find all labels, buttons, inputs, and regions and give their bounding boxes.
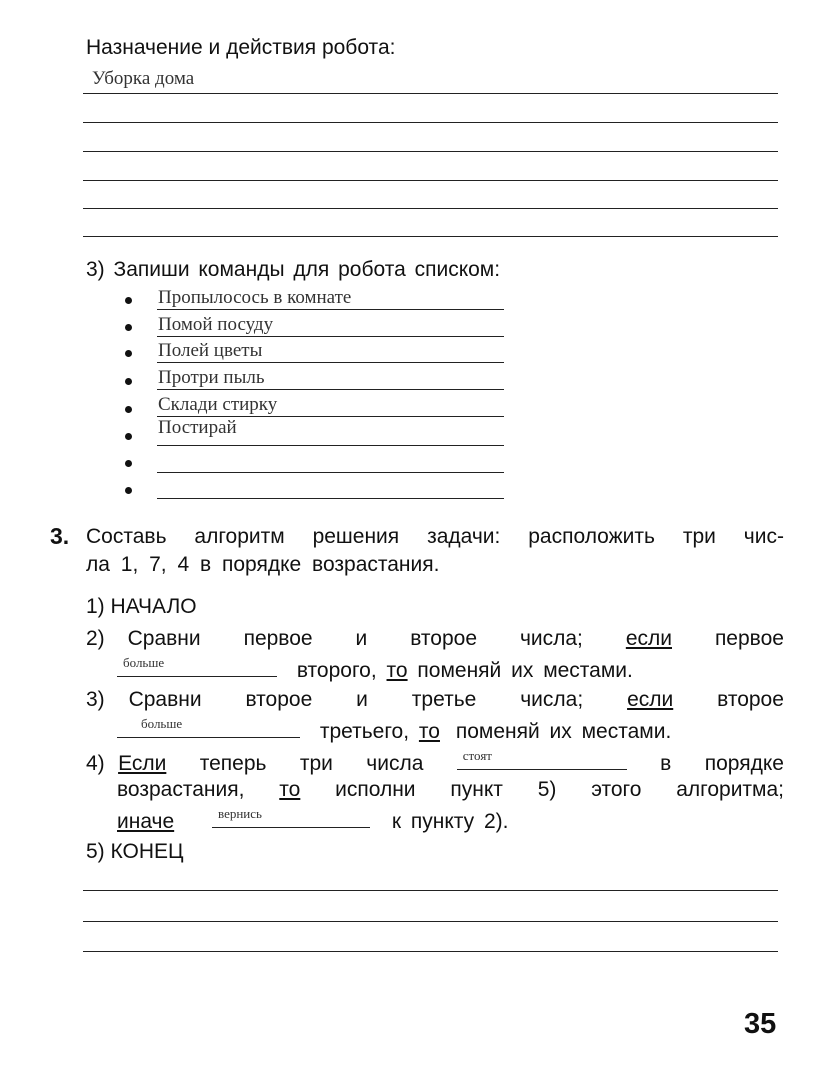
step-4-line1 xyxy=(86,749,784,776)
step-number: 4) xyxy=(86,752,105,775)
answer-blank xyxy=(117,717,300,738)
word: и xyxy=(355,627,368,650)
purpose-answer: Уборка дома xyxy=(92,68,195,89)
answer-blank xyxy=(212,807,370,828)
word: решения xyxy=(312,525,400,548)
word: три xyxy=(682,525,716,548)
word: возрастания, xyxy=(117,778,245,801)
keyword-then: то xyxy=(418,720,440,743)
list-item xyxy=(157,314,504,337)
word: второе xyxy=(717,688,784,711)
word: чис- xyxy=(743,525,784,548)
step-2-line1 xyxy=(86,627,784,651)
answer-line xyxy=(83,890,778,891)
word: исполни xyxy=(335,778,416,801)
list-item-text: Пропылосось в комнате xyxy=(158,287,352,308)
page-number: 35 xyxy=(744,1008,777,1040)
list-item xyxy=(157,394,504,417)
answer-line xyxy=(83,951,778,952)
list-item-text: Помой посуду xyxy=(158,314,274,335)
step-5: 5) КОНЕЦ xyxy=(86,840,184,863)
text: поменяй их местами. xyxy=(455,720,672,743)
word: алгоритма; xyxy=(676,778,784,801)
answer-line xyxy=(83,122,778,123)
exercise-text-line2: ла 1, 7, 4 в порядке возрастания. xyxy=(86,553,440,576)
step-4-line3 xyxy=(117,807,508,834)
word: первое xyxy=(714,627,784,650)
answer-line xyxy=(83,151,778,152)
list-item xyxy=(157,450,504,473)
exercise-text-line1 xyxy=(86,525,784,549)
list-item-text: Постирай xyxy=(158,417,237,438)
step-3-line1 xyxy=(86,688,784,712)
bullet-icon xyxy=(125,487,132,494)
list-heading: 3) Запиши команды для робота списком: xyxy=(86,258,501,281)
step-4-line2 xyxy=(117,778,784,802)
step-2-line2 xyxy=(117,656,633,683)
bullet-icon xyxy=(125,350,132,357)
word: числа; xyxy=(520,688,584,711)
keyword-then: то xyxy=(386,659,408,682)
step-3-line2 xyxy=(117,717,671,744)
answer-text: вернись xyxy=(218,806,262,821)
answer-text: стоят xyxy=(462,748,492,763)
list-item xyxy=(157,367,504,390)
answer-line xyxy=(83,208,778,209)
step-number: 3) xyxy=(86,688,105,711)
list-item xyxy=(157,287,504,310)
bullet-icon xyxy=(125,433,132,440)
keyword-then: то xyxy=(279,778,301,801)
bullet-icon xyxy=(125,406,132,413)
text: второго, xyxy=(296,659,377,682)
list-item-text: Протри пыль xyxy=(158,367,265,388)
word: второе xyxy=(245,688,313,711)
word: три xyxy=(299,752,333,775)
word: в xyxy=(660,752,672,775)
word: числа; xyxy=(519,627,583,650)
word: 5) xyxy=(537,778,557,801)
word: третье xyxy=(411,688,477,711)
bullet-icon xyxy=(125,460,132,467)
answer-line xyxy=(83,180,778,181)
word: алгоритм xyxy=(194,525,285,548)
list-item-text: Полей цветы xyxy=(158,340,263,361)
text: поменяй их местами. xyxy=(417,659,633,682)
word: числа xyxy=(366,752,424,775)
answer-text: больше xyxy=(141,716,183,731)
step-number: 2) xyxy=(86,627,105,650)
word: порядке xyxy=(704,752,784,775)
word: пункт xyxy=(450,778,503,801)
word: второе xyxy=(410,627,477,650)
answer-blank xyxy=(117,656,277,677)
word: Составь xyxy=(86,525,167,548)
word: задачи: xyxy=(427,525,501,548)
text: к пункту 2). xyxy=(391,810,509,833)
keyword-else: иначе xyxy=(117,810,175,833)
word: Сравни xyxy=(128,688,202,711)
keyword-if: Если xyxy=(118,752,167,775)
word: этого xyxy=(591,778,642,801)
bullet-icon xyxy=(125,324,132,331)
keyword-if: если xyxy=(627,688,674,711)
answer-line xyxy=(83,236,778,237)
answer-line xyxy=(83,921,778,922)
word: первое xyxy=(243,627,313,650)
text: третьего, xyxy=(319,720,410,743)
word: и xyxy=(356,688,368,711)
word: расположить xyxy=(528,525,655,548)
purpose-heading: Назначение и действия робота: xyxy=(86,36,396,59)
step-1: 1) НАЧАЛО xyxy=(86,595,197,618)
answer-line xyxy=(83,93,778,94)
keyword-if: если xyxy=(625,627,672,650)
bullet-icon xyxy=(125,297,132,304)
word: теперь xyxy=(199,752,267,775)
answer-blank xyxy=(457,749,627,770)
exercise-number: 3. xyxy=(50,523,70,549)
list-item xyxy=(157,340,504,363)
list-item-text: Склади стирку xyxy=(158,394,278,415)
list-item xyxy=(157,417,504,446)
word: Сравни xyxy=(127,627,201,650)
answer-text: больше xyxy=(123,655,165,670)
bullet-icon xyxy=(125,378,132,385)
list-item xyxy=(157,476,504,499)
